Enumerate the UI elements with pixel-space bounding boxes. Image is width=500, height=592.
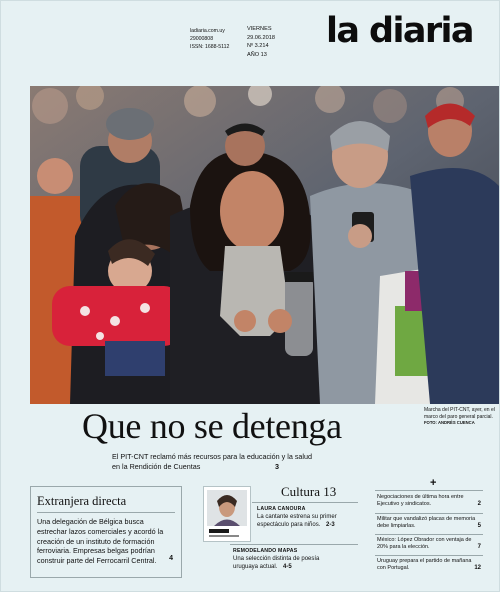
cultura-story-2[interactable] bbox=[233, 547, 343, 571]
cultura-thumbnail[interactable] bbox=[203, 486, 251, 542]
phone: 29000808 bbox=[190, 36, 214, 43]
index-text: Militar que vandalizó placas de memoria debe limpiarlas. bbox=[377, 516, 476, 530]
index-item[interactable] bbox=[377, 494, 481, 508]
plus-icon: + bbox=[430, 477, 437, 489]
date: 29.06.2018 bbox=[247, 34, 275, 41]
issn: ISSN: 1688-5112 bbox=[190, 44, 230, 51]
box-page: 4 bbox=[169, 555, 173, 562]
story-kicker: REMODELANDO MAPAS bbox=[233, 548, 298, 554]
issue-number: Nº 3.214 bbox=[247, 43, 269, 50]
box-title: Extranjera directa bbox=[37, 494, 127, 508]
index-page: 2 bbox=[477, 501, 481, 508]
photo-credit: FOTO: ANDRÉS CUENCA bbox=[424, 420, 475, 425]
cover-headline[interactable]: Que no se detenga bbox=[82, 406, 342, 446]
deck-text: El PIT-CNT reclamó más recursos para la educación y la salud en la Rendición de Cuentas bbox=[112, 452, 312, 471]
cultura-number: 13 bbox=[323, 484, 337, 499]
cover-deck bbox=[112, 452, 312, 471]
divider bbox=[375, 534, 483, 535]
caption-text: Marcha del PIT-CNT, ayer, en el marco del paro general parcial. bbox=[424, 407, 495, 420]
box-text: Una delegación de Bélgica busca estrechar lazos comerciales y acordó la creación de un instituto de formación ferroviaria. Empresas belgas podrían construir parte del Ferrocarril Central. bbox=[37, 517, 164, 566]
cultura-heading[interactable] bbox=[281, 484, 336, 500]
divider bbox=[375, 490, 483, 491]
index-page: 12 bbox=[474, 565, 481, 572]
index-text: Uruguay prepara el partido de mañana con Portugal. bbox=[377, 558, 472, 572]
story-kicker: LAURA CANOURA bbox=[257, 506, 306, 512]
newspaper-logo: la diaria bbox=[326, 11, 473, 51]
masthead-date bbox=[247, 25, 275, 59]
index-text: Negociaciones de última hora entre Ejecutivo y sindicatos. bbox=[377, 494, 464, 508]
divider bbox=[230, 544, 358, 545]
photo-caption bbox=[424, 407, 498, 427]
masthead-info bbox=[190, 27, 229, 52]
story-page: 4-5 bbox=[283, 564, 292, 570]
divider bbox=[252, 502, 358, 503]
year: AÑO 13 bbox=[247, 51, 267, 58]
divider bbox=[37, 512, 175, 513]
divider bbox=[375, 555, 483, 556]
story-text: Una selección distinta de poesía uruguaya actual. bbox=[233, 556, 320, 570]
index-text: México: López Obrador con ventaja de 20% para la elección. bbox=[377, 537, 472, 551]
website[interactable]: ladiaria.com.uy bbox=[190, 28, 225, 34]
divider bbox=[375, 513, 483, 514]
supplement-cover-image bbox=[204, 487, 250, 541]
weekday: VIERNES bbox=[247, 26, 272, 32]
cultura-label: Cultura bbox=[281, 484, 320, 499]
story-page: 2-3 bbox=[326, 522, 335, 528]
deck-page: 3 bbox=[275, 461, 279, 471]
index-page: 5 bbox=[477, 523, 481, 530]
cover-photo bbox=[30, 86, 499, 404]
story-text: La cantante estrena su primer espectáculo para niños. bbox=[257, 514, 337, 528]
extranjera-box[interactable] bbox=[30, 486, 182, 578]
march-crowd-image bbox=[30, 86, 499, 404]
index-page: 7 bbox=[477, 544, 481, 551]
index-item[interactable] bbox=[377, 558, 481, 572]
cultura-story-1[interactable] bbox=[257, 505, 357, 529]
index-item[interactable] bbox=[377, 537, 481, 551]
index-item[interactable] bbox=[377, 516, 481, 530]
